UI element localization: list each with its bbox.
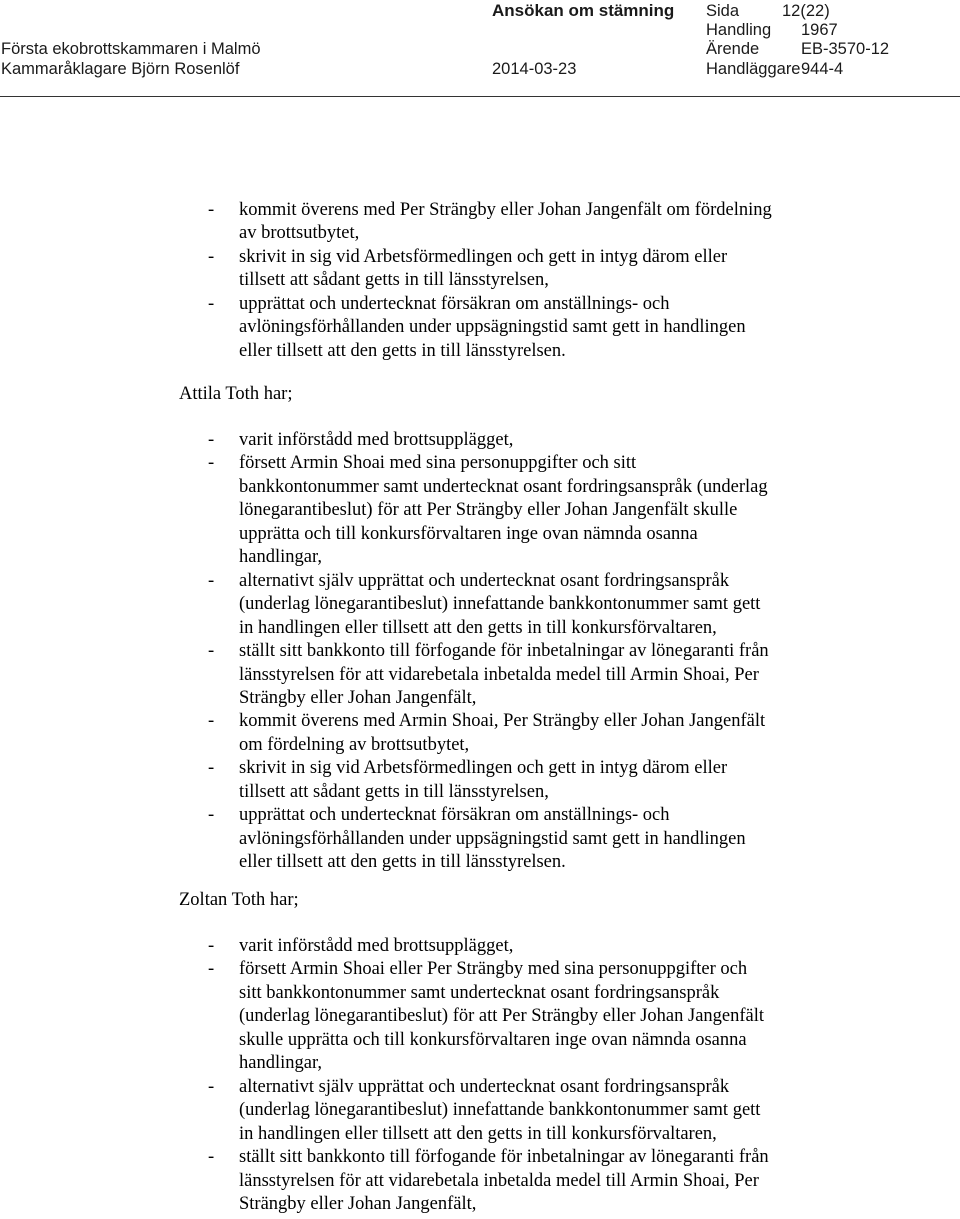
- bullet-dash: -: [208, 1076, 215, 1097]
- list-item-line: länsstyrelsen för att vidarebetala inbetalda medel till Armin Shoai, Per: [239, 664, 759, 685]
- list-item-line: (underlag lönegarantibeslut) för att Per Strängby eller Johan Jangenfält: [239, 1006, 765, 1027]
- list-item-line: skulle upprätta och till konkursförvaltaren inge ovan nämnda osanna: [239, 1029, 747, 1050]
- bullet-dash: -: [208, 805, 215, 826]
- bullet-dash: -: [208, 570, 215, 591]
- list-item-line: om fördelning av brottsutbytet,: [239, 734, 470, 755]
- bullet-dash: -: [208, 936, 215, 956]
- list-item-line: avlöningsförhållanden under uppsägningstid samt gett in handlingen: [239, 317, 746, 338]
- prosecutor-name: Kammaråklagare Björn Rosenlöf: [1, 60, 240, 78]
- list-item-line: tillsett att sådant getts in till länsstyrelsen,: [239, 270, 549, 291]
- document-header: [0, 0, 960, 97]
- list-item-line: av brottsutbytet,: [239, 223, 360, 244]
- bullet-dash: -: [208, 959, 215, 980]
- list-item-line: varit införstådd med brottsupplägget,: [239, 936, 514, 956]
- bullet-dash: -: [208, 200, 215, 220]
- document-number-label: Handling: [706, 21, 772, 39]
- bullet-dash: -: [208, 1147, 215, 1168]
- list-item-line: in handlingen eller tillsett att den getts in till konkursförvaltaren,: [239, 617, 717, 638]
- list-item-line: försett Armin Shoai eller Per Strängby med sina personuppgifter och: [239, 959, 748, 980]
- list-item-line: eller tillsett att den getts in till länsstyrelsen.: [239, 340, 566, 361]
- list-item-line: länsstyrelsen för att vidarebetala inbetalda medel till Armin Shoai, Per: [239, 1170, 759, 1191]
- list-item-line: varit införstådd med brottsupplägget,: [239, 430, 514, 450]
- document-date: 2014-03-23: [492, 60, 577, 78]
- list-item-line: bankkontonummer samt undertecknat osant fordringsanspråk (underlag: [239, 476, 768, 497]
- list-item-line: in handlingen eller tillsett att den getts in till konkursförvaltaren,: [239, 1123, 717, 1144]
- list-item-line: lönegarantibeslut) för att Per Strängby eller Johan Jangenfält skulle: [239, 500, 738, 521]
- bullet-dash: -: [208, 711, 215, 732]
- list-item-line: skrivit in sig vid Arbetsförmedlingen och gett in intyg därom eller: [239, 246, 728, 267]
- organization-name: Första ekobrottskammaren i Malmö: [1, 40, 261, 58]
- list-item-line: kommit överens med Armin Shoai, Per Strängby eller Johan Jangenfält: [239, 711, 766, 732]
- case-number-value: EB-3570-12: [801, 40, 890, 58]
- bullet-dash: -: [208, 293, 215, 314]
- list-item-line: Strängby eller Johan Jangenfält,: [239, 687, 477, 708]
- bullet-dash: -: [208, 641, 215, 662]
- list-item-line: Strängby eller Johan Jangenfält,: [239, 1193, 477, 1214]
- document-title: Ansökan om stämning: [492, 1, 675, 20]
- list-item-line: handlingar,: [239, 547, 322, 568]
- bullet-dash: -: [208, 453, 215, 474]
- list-item-line: försett Armin Shoai med sina personuppgifter och sitt: [239, 453, 637, 474]
- list-item-line: alternativt själv upprättat och undertecknat osant fordringsanspråk: [239, 570, 730, 591]
- bullet-dash: -: [208, 430, 215, 450]
- list-item-line: upprättat och undertecknat försäkran om anställnings- och: [239, 293, 670, 314]
- list-item-line: skrivit in sig vid Arbetsförmedlingen och gett in intyg därom eller: [239, 758, 728, 779]
- header-divider: [0, 96, 960, 97]
- bullet-dash: -: [208, 758, 215, 779]
- officer-label: Handläggare: [706, 60, 801, 78]
- list-item-line: avlöningsförhållanden under uppsägningstid samt gett in handlingen: [239, 828, 746, 849]
- list-item-line: tillsett att sådant getts in till länsstyrelsen,: [239, 781, 549, 802]
- list-item-line: upprättat och undertecknat försäkran om anställnings- och: [239, 805, 670, 826]
- list-item-line: kommit överens med Per Strängby eller Johan Jangenfält om fördelning: [239, 200, 772, 220]
- page-label: Sida: [706, 2, 740, 20]
- list-item-line: (underlag lönegarantibeslut) innefattande bankkontonummer samt gett: [239, 594, 761, 615]
- officer-value: 944-4: [801, 60, 844, 78]
- list-item-line: alternativt själv upprättat och undertecknat osant fordringsanspråk: [239, 1076, 730, 1097]
- person-heading: Attila Toth har;: [179, 384, 293, 404]
- list-item-line: eller tillsett att den getts in till länsstyrelsen.: [239, 852, 566, 873]
- list-item-line: (underlag lönegarantibeslut) innefattande bankkontonummer samt gett: [239, 1100, 761, 1121]
- list-item-line: upprätta och till konkursförvaltaren inge ovan nämnda osanna: [239, 523, 698, 544]
- document-number-value: 1967: [801, 21, 838, 39]
- person-heading: Zoltan Toth har;: [179, 890, 299, 910]
- list-item-line: handlingar,: [239, 1053, 322, 1074]
- page-value: 12(22): [782, 2, 830, 20]
- list-item-line: ställt sitt bankkonto till förfogande för inbetalningar av lönegaranti från: [239, 1147, 769, 1168]
- list-item-line: ställt sitt bankkonto till förfogande för inbetalningar av lönegaranti från: [239, 641, 769, 662]
- list-item-line: sitt bankkontonummer samt undertecknat osant fordringsanspråk: [239, 982, 720, 1003]
- bullet-dash: -: [208, 246, 215, 267]
- case-label: Ärende: [706, 40, 760, 58]
